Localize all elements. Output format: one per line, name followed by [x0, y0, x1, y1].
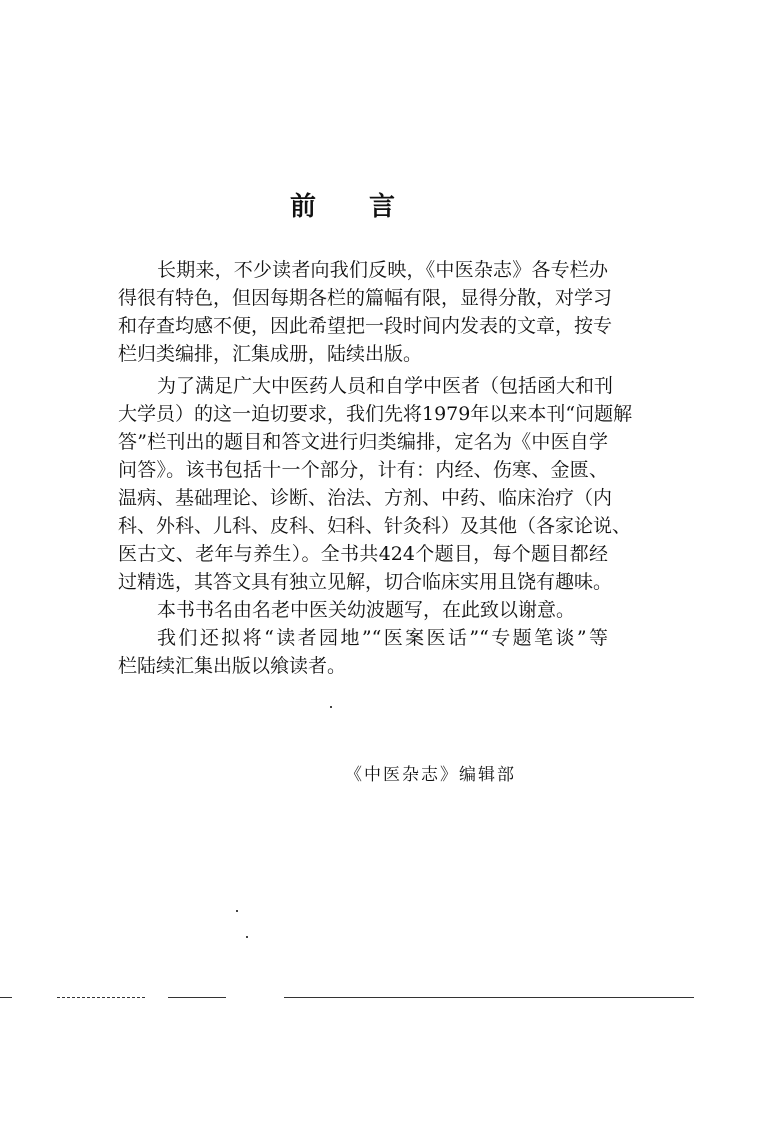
text-line: 问答》。该书包括十一个部分，计有：内经、伤寒、金匮、 [118, 459, 608, 481]
text-line: 过精选，其答文具有独立见解，切合临床实用且饶有趣味。 [118, 571, 613, 593]
scan-edge-line [284, 997, 694, 998]
preface-body [118, 256, 633, 680]
scan-speck [246, 936, 248, 938]
scan-speck [236, 910, 238, 912]
scan-edge-line [168, 997, 226, 998]
paragraph-1 [118, 256, 613, 368]
text-line: 为了满足广大中医药人员和自学中医者（包括函大和刊 [157, 375, 614, 397]
text-line: 本书书名由名老中医关幼波题写，在此致以谢意。 [157, 599, 576, 621]
scan-speck [330, 706, 332, 708]
scan-edge-line [57, 997, 145, 998]
text-line: 栏陆续汇集出版以飨读者。 [118, 655, 347, 677]
text-line: 得很有特色，但因每期各栏的篇幅有限，显得分散，对学习 [118, 287, 613, 309]
scan-edge-line [0, 997, 12, 998]
paragraph-3 [118, 596, 608, 624]
text-line: 大学员）的这一迫切要求，我们先将1979年以来本刊“问题解 [118, 403, 633, 425]
title-char: 前 [290, 192, 317, 222]
text-line: 和存查均感不便，因此希望把一段时间内发表的文章，按专 [118, 315, 613, 337]
text-line: 温病、基础理论、诊断、治法、方剂、中药、临床治疗（内 [118, 487, 613, 509]
paragraph-2 [118, 372, 633, 596]
title-char: 言 [368, 192, 395, 222]
page-title [290, 186, 395, 223]
text-line: 医古文、老年与养生）。全书共424个题目，每个题目都经 [118, 543, 608, 565]
signature: 《中医杂志》编辑部 [345, 765, 516, 785]
text-line: 长期来，不少读者向我们反映，《中医杂志》各专栏办 [157, 259, 608, 281]
text-line: 我们还拟将“读者园地”“医案医话”“专题笔谈”等 [157, 627, 608, 649]
text-line: 科、外科、儿科、皮科、妇科、针灸科）及其他（各家论说、 [118, 515, 632, 537]
paragraph-4 [118, 624, 608, 680]
text-line: 栏归类编排，汇集成册，陆续出版。 [118, 343, 423, 365]
text-line: 答”栏刊出的题目和答文进行归类编排，定名为《中医自学 [118, 431, 608, 453]
